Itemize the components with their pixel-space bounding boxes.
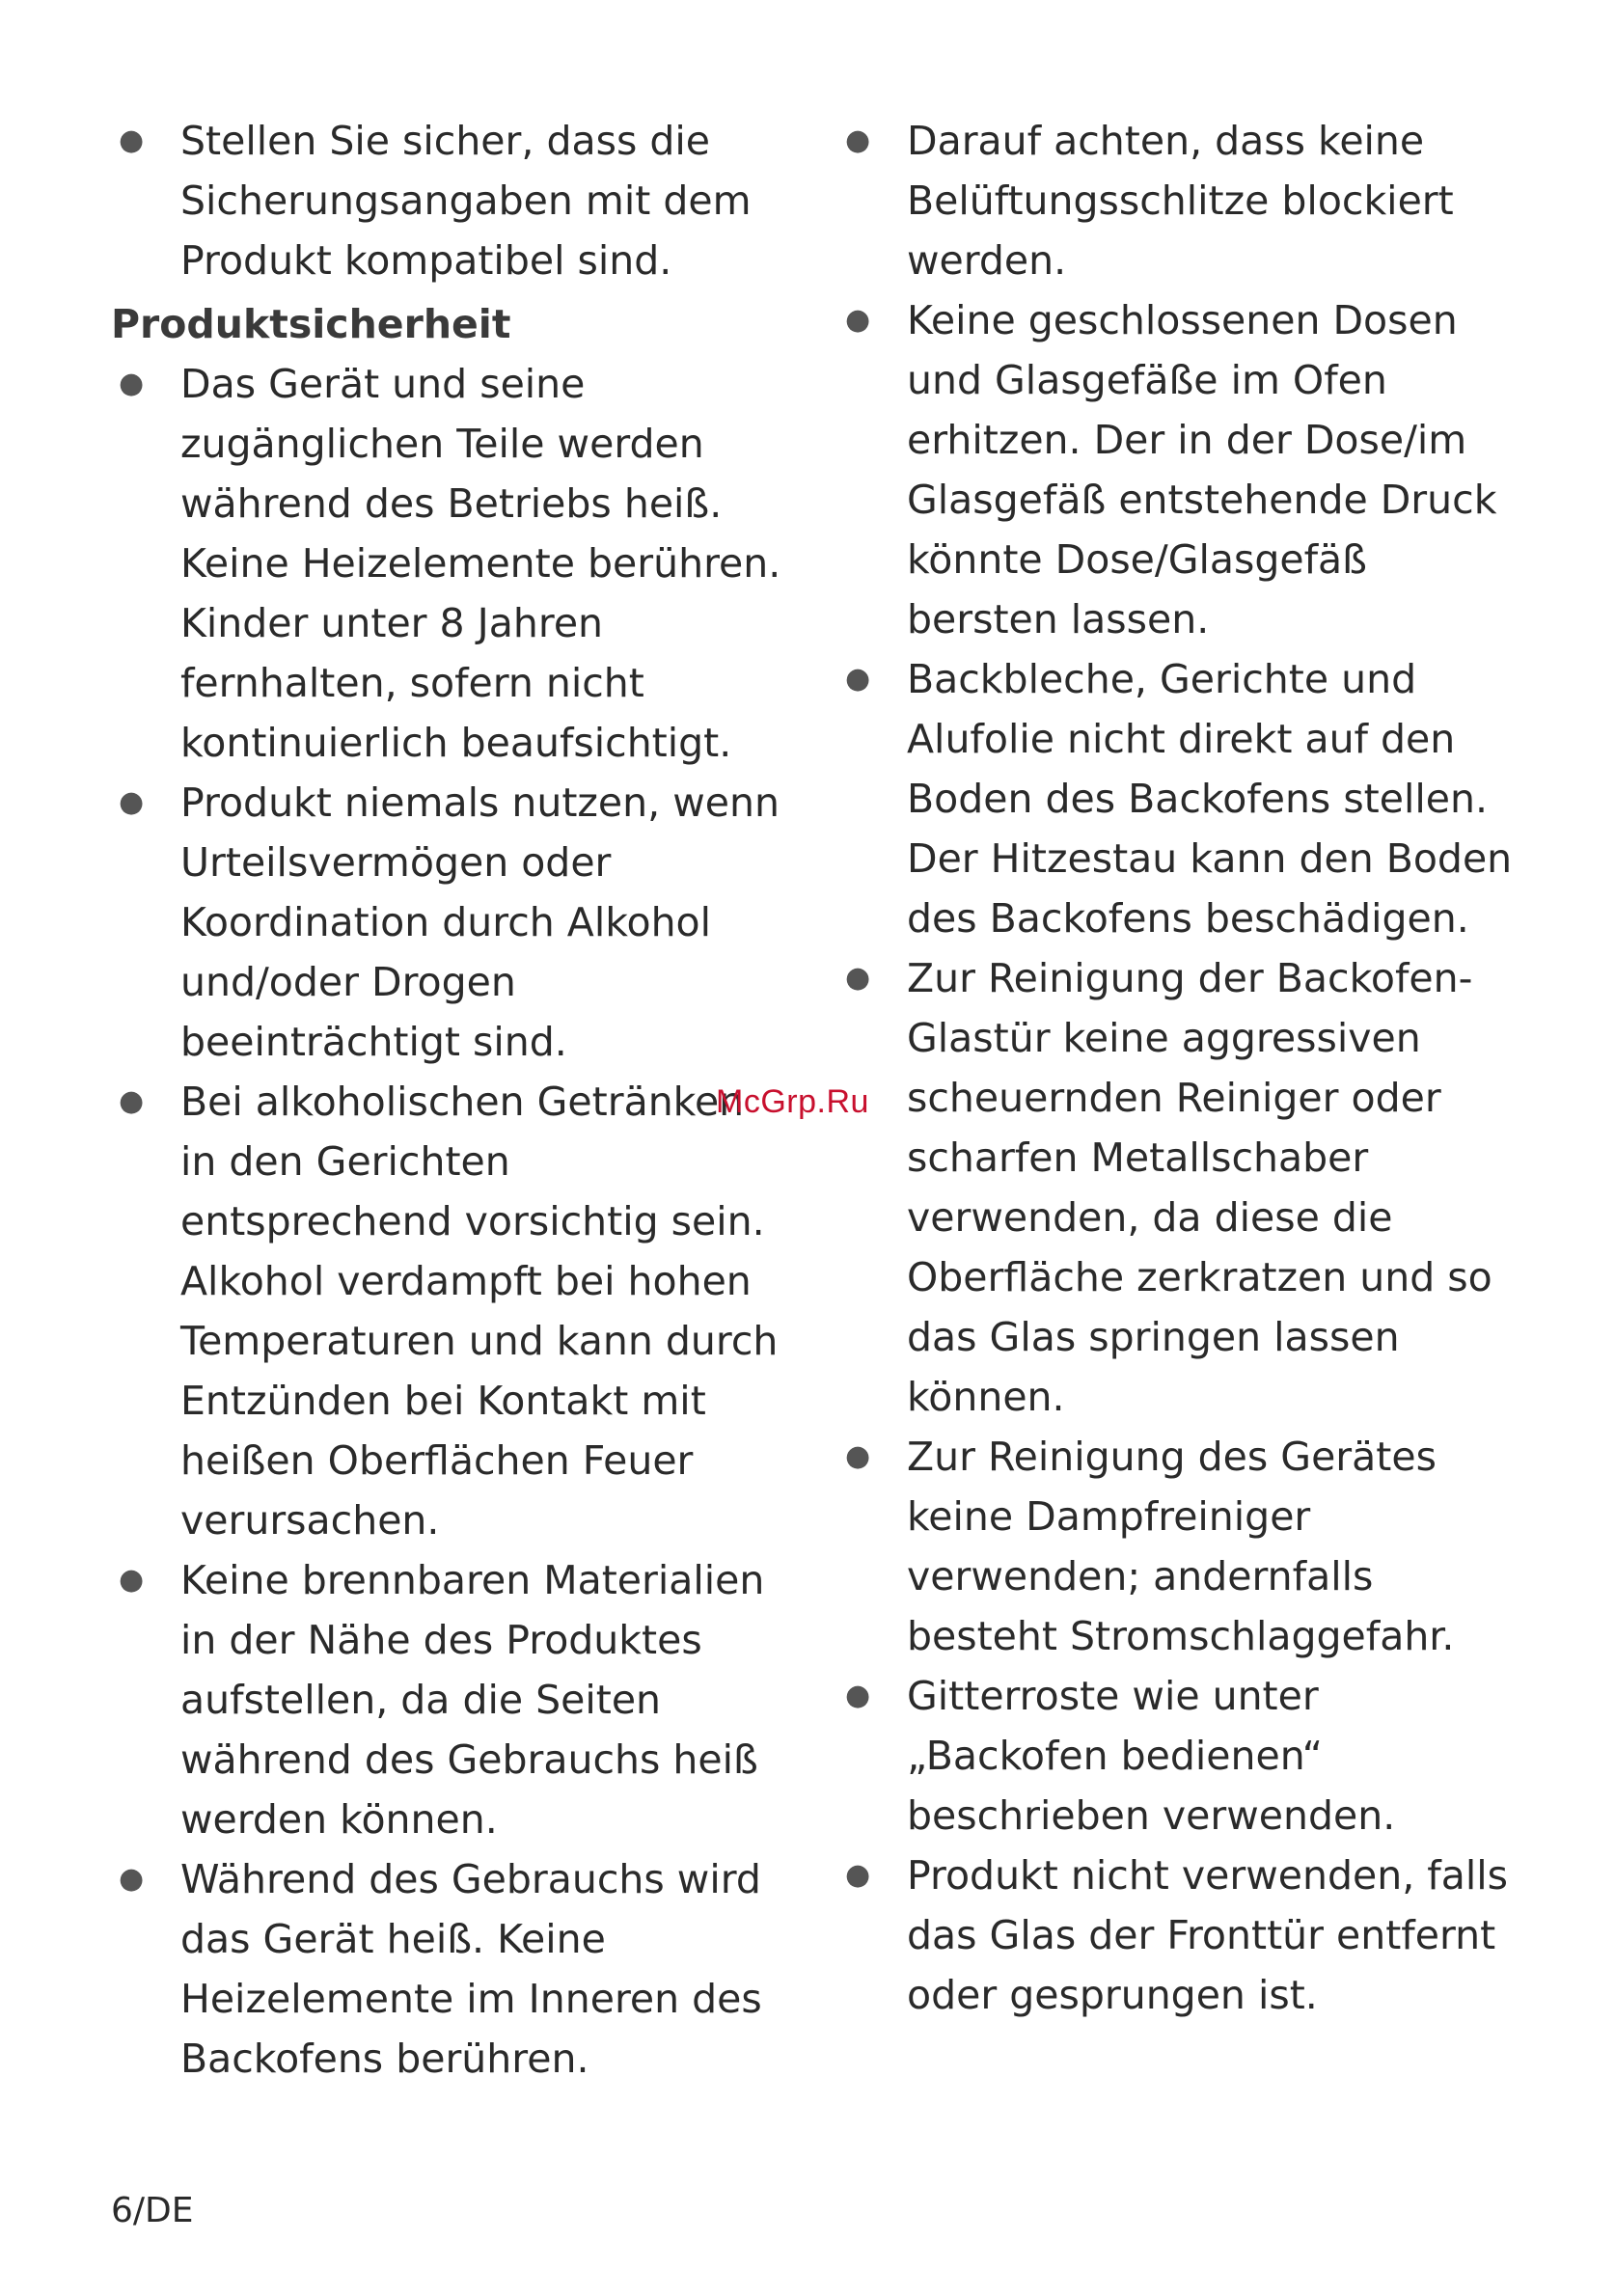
list-item	[837, 290, 1513, 649]
bullet-icon: ●	[845, 1858, 871, 1892]
bullet-icon: ●	[845, 123, 871, 157]
intro-bullet-list	[111, 111, 786, 290]
list-item	[111, 354, 786, 773]
bullet-icon: ●	[119, 1862, 145, 1896]
watermark-text: McGrp.Ru	[716, 1083, 869, 1120]
list-item	[111, 1072, 786, 1550]
list-item	[111, 1849, 786, 2089]
list-item	[111, 773, 786, 1072]
bullet-icon: ●	[845, 961, 871, 995]
bullet-icon: ●	[119, 367, 145, 400]
list-item-text: Gitterroste wie unter „Backofen bedienen“ beschrieben verwenden.	[907, 1673, 1396, 1839]
list-item	[111, 1550, 786, 1849]
bullet-icon: ●	[845, 1439, 871, 1473]
list-item	[837, 948, 1513, 1427]
bullet-icon: ●	[119, 1084, 145, 1118]
list-item-text: Produkt nicht verwenden, falls das Glas der Fronttür entfernt oder gesprungen ist.	[907, 1852, 1509, 2018]
page-number: 6/DE	[111, 2191, 194, 2230]
list-item-text: Zur Reinigung des Gerätes keine Dampfreiniger verwenden; andernfalls besteht Stromschlaggefahr.	[907, 1434, 1455, 1659]
bullet-icon: ●	[119, 123, 145, 157]
list-item-text: Produkt niemals nutzen, wenn Urteilsvermögen oder Koordination durch Alkohol und/oder Drogen beeinträchtigt sind.	[180, 779, 780, 1065]
list-item-text: Das Gerät und seine zugänglichen Teile werden während des Betriebs heiß. Keine Heizelemente berühren. Kinder unter 8 Jahren fernhalten, sofern nicht kontinuierlich beaufsichtigt.	[180, 361, 781, 766]
list-item	[837, 111, 1513, 290]
list-item	[837, 1845, 1513, 2025]
left-column	[111, 111, 786, 2089]
list-item-text: Stellen Sie sicher, dass die Sicherungsangaben mit dem Produkt kompatibel sind.	[180, 118, 752, 284]
bullet-icon: ●	[119, 785, 145, 819]
bullet-icon: ●	[119, 1563, 145, 1597]
list-item-text: Keine brennbaren Materialien in der Nähe des Produktes aufstellen, da die Seiten während des Gebrauchs heiß werden können.	[180, 1557, 765, 1843]
safety-bullet-list	[111, 354, 786, 2089]
right-column	[837, 111, 1513, 2025]
list-item-text: Darauf achten, dass keine Belüftungsschlitze blockiert werden.	[907, 118, 1454, 284]
bullet-icon: ●	[845, 303, 871, 337]
list-item	[837, 1427, 1513, 1666]
list-item-text: Zur Reinigung der Backofen-Glastür keine aggressiven scheuernden Reiniger oder scharfen Metallschaber verwenden, da diese die Oberfläche zerkratzen und so das Glas springen lassen können.	[907, 955, 1492, 1420]
section-heading: Produktsicherheit	[111, 301, 511, 347]
right-bullet-list	[837, 111, 1513, 2025]
list-item	[837, 649, 1513, 948]
list-item	[837, 1666, 1513, 1845]
bullet-icon: ●	[845, 662, 871, 696]
list-item-text: Keine geschlossenen Dosen und Glasgefäße im Ofen erhitzen. Der in der Dose/im Glasgefäß entstehende Druck könnte Dose/Glasgefäß bersten lassen.	[907, 297, 1497, 642]
list-item-text: Bei alkoholischen Getränken in den Gerichten entsprechend vorsichtig sein. Alkohol verdampft bei hohen Temperaturen und kann durch Entzünden bei Kontakt mit heißen Oberflächen Feuer verursachen.	[180, 1079, 779, 1544]
list-item	[111, 111, 786, 290]
list-item-text: Während des Gebrauchs wird das Gerät heiß. Keine Heizelemente im Inneren des Backofens berühren.	[180, 1856, 762, 2082]
bullet-icon: ●	[845, 1679, 871, 1712]
list-item-text: Backbleche, Gerichte und Alufolie nicht direkt auf den Boden des Backofens stellen. Der Hitzestau kann den Boden des Backofens beschädigen.	[907, 656, 1513, 942]
